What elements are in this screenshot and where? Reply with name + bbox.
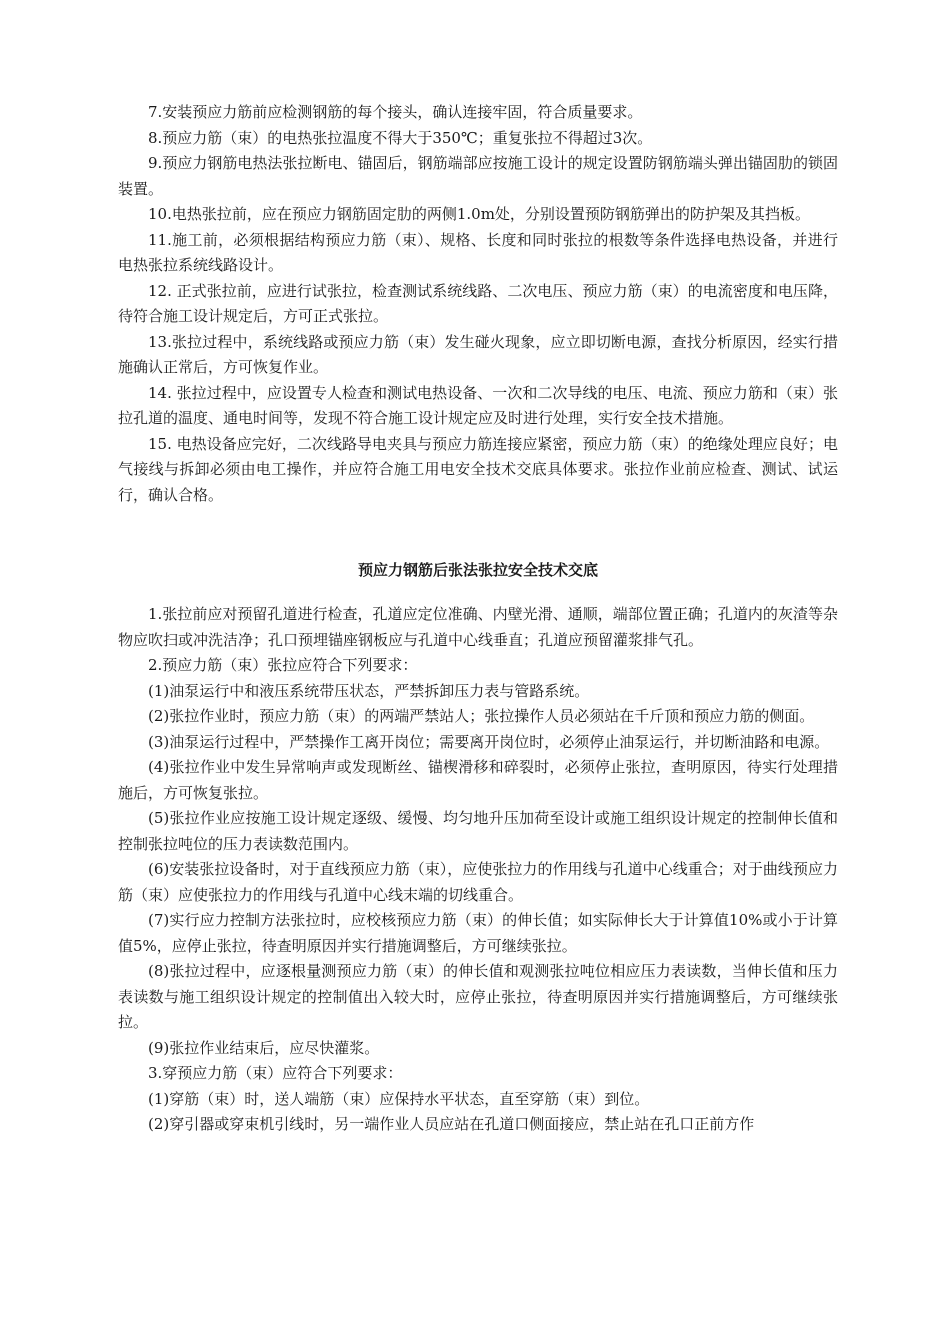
clause-1: 1.张拉前应对预留孔道进行检查，孔道应定位准确、内壁光滑、通顺，端部位置正确；孔道内的灰渣等杂物应吹扫或冲洗洁净；孔口预埋锚座钢板应与孔道中心线垂直；孔道应预留灌浆排气孔。 [118, 605, 838, 649]
clause-11: 11.施工前，必须根据结构预应力筋（束）、规格、长度和同时张拉的根数等条件选择电热设备，并进行电热张拉系统线路设计。 [118, 230, 838, 274]
post-tensioning-section [118, 602, 838, 1138]
clause-2: 2.预应力筋（束）张拉应符合下列要求： [148, 656, 418, 674]
clause-2-item-9: (9)张拉作业结束后，应尽快灌浆。 [148, 1038, 380, 1057]
clause-2-item-4: (4)张拉作业中发生异常响声或发现断丝、锚楔滑移和碎裂时，必须停止张拉，查明原因，待实行处理措施后，方可恢复张拉。 [118, 758, 838, 802]
clause-3: 3.穿预应力筋（束）应符合下列要求： [148, 1064, 403, 1082]
clause-2-item-6: (6)安装张拉设备时，对于直线预应力筋（束），应使张拉力的作用线与孔道中心线重合；对于曲线预应力筋（束）应使张拉力的作用线与孔道中心线末端的切线重合。 [118, 860, 838, 904]
clause-13: 13.张拉过程中，系统线路或预应力筋（束）发生碰火现象，应立即切断电源，查找分析原因，经实行措施确认正常后，方可恢复作业。 [118, 332, 838, 376]
clause-15: 15. 电热设备应完好，二次线路导电夹具与预应力筋连接应紧密，预应力筋（束）的绝缘处理应良好；电气接线与拆卸必须由电工操作，并应符合施工用电安全技术交底具体要求。张拉作业前应检查、测试、试运行，确认合格。 [118, 434, 838, 504]
clause-3-item-2: (2)穿引器或穿束机引线时，另一端作业人员应站在孔道口侧面接应，禁止站在孔口正前方作 [148, 1115, 755, 1133]
clause-9: 9.预应力钢筋电热法张拉断电、锚固后，钢筋端部应按施工设计的规定设置防钢筋端头弹出锚固肋的锁固装置。 [118, 154, 838, 198]
section-spacer [118, 508, 838, 558]
clause-14: 14. 张拉过程中，应设置专人检查和测试电热设备、一次和二次导线的电压、电流、预应力筋和（束）张拉孔道的温度、通电时间等，发现不符合施工设计规定应及时进行处理，实行安全技术措施。 [118, 383, 838, 427]
clause-7: 7.安装预应力筋前应检测钢筋的每个接头，确认连接牢固，符合质量要求。 [148, 103, 643, 121]
clause-2-item-5: (5)张拉作业应按施工设计规定逐级、缓慢、均匀地升压加荷至设计或施工组织设计规定的控制伸长值和控制张拉吨位的压力表读数范围内。 [118, 809, 838, 853]
title-spacer [118, 583, 838, 602]
clause-3-item-1: (1)穿筋（束）时，送人端筋（束）应保持水平状态，直至穿筋（束）到位。 [148, 1089, 650, 1108]
clause-2-item-3: (3)油泵运行过程中，严禁操作工离开岗位；需要离开岗位时，必须停止油泵运行，并切断油路和电源。 [148, 732, 830, 751]
clause-2-item-1: (1)油泵运行中和液压系统带压状态，严禁拆卸压力表与管路系统。 [148, 681, 590, 700]
clause-8: 8.预应力筋（束）的电热张拉温度不得大于350℃；重复张拉不得超过3次。 [148, 128, 653, 147]
clause-12: 12. 正式张拉前，应进行试张拉，检查测试系统线路、二次电压、预应力筋（束）的电流密度和电压降，待符合施工设计规定后，方可正式张拉。 [118, 281, 838, 325]
clause-10: 10.电热张拉前，应在预应力钢筋固定肋的两侧1.0m处，分别设置预防钢筋弹出的防护架及其挡板。 [148, 205, 810, 223]
clause-2-item-8: (8)张拉过程中，应逐根量测预应力筋（束）的伸长值和观测张拉吨位相应压力表读数，当伸长值和压力表读数与施工组织设计规定的控制值出入较大时，应停止张拉，待查明原因并实行措施调整后，方可继续张拉。 [118, 962, 838, 1031]
electrothermal-tensioning-section [118, 0, 838, 508]
section-title: 预应力钢筋后张法张拉安全技术交底 [357, 561, 598, 579]
document-page [118, 0, 838, 1138]
clause-2-item-2: (2)张拉作业时，预应力筋（束）的两端严禁站人；张拉操作人员必须站在千斤顶和预应力筋的侧面。 [148, 707, 815, 725]
clause-2-item-7: (7)实行应力控制方法张拉时，应校核预应力筋（束）的伸长值；如实际伸长大于计算值10%或小于计算值5%，应停止张拉，待查明原因并实行措施调整后，方可继续张拉。 [118, 911, 838, 955]
